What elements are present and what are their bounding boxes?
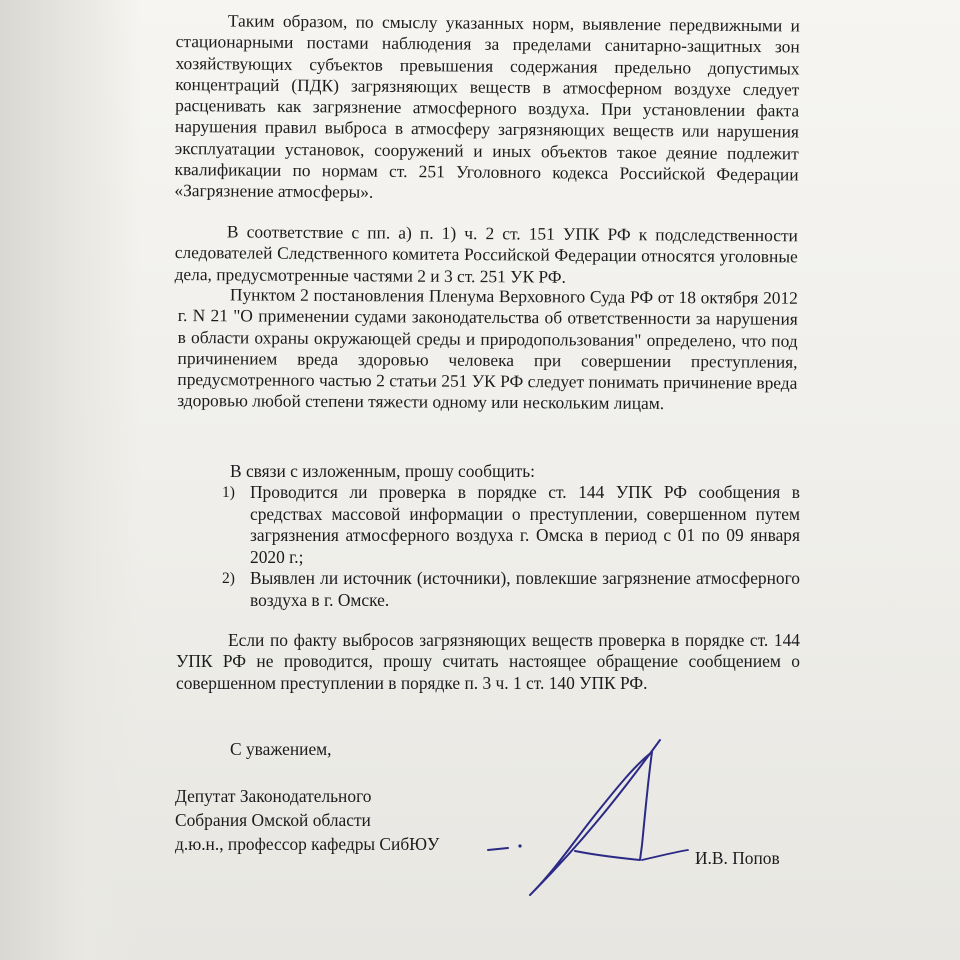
- signature-dot: [518, 844, 521, 847]
- signature-stroke-tail: [642, 850, 688, 860]
- request-list-item-1: [222, 482, 800, 568]
- signatory-block: [175, 784, 439, 856]
- signatory-organization: Собрания Омской области: [175, 810, 371, 830]
- list-item-text: Выявлен ли источник (источники), повлекшие загрязнение атмосферного воздуха в г. Омске.: [250, 568, 800, 610]
- list-item-number: 1): [222, 484, 235, 501]
- signatory-position: Депутат Законодательного: [175, 786, 372, 806]
- signature-dash: [488, 848, 508, 850]
- signatory-degree: д.ю.н., профессор кафедры СибЮУ: [175, 834, 440, 854]
- paragraph-air-pollution-qualification: Таким образом, по смыслу указанных норм, выявление передвижными и стационарными постами наблюдения за пределами санитарно-защитных зон хозяйствующих субъектов превышения содержания предельно допустимых концентраций (ПДК) загрязняющих веществ в атмосферном воздухе следует расценивать как загрязнение атмосферного воздуха. При установлении факта нарушения правил выброса в атмосферу загрязняющих веществ или нарушения эксплуатации установок, сооружений и иных объектов такое деяние подлежит квалификации по нормам ст. 251 Уголовного кодекса Российской Федерации «Загрязнение атмосферы».: [174, 10, 800, 203]
- handwritten-signature: [470, 720, 700, 910]
- request-intro: В связи с изложенным, прошу сообщить:: [230, 461, 536, 481]
- list-item: [222, 568, 800, 611]
- request-list-item-2: [222, 568, 800, 611]
- closing-salutation: С уважением,: [230, 739, 332, 759]
- signatory-name: И.В. Попов: [695, 848, 780, 868]
- paragraph-supreme-court-ruling: Пунктом 2 постановления Пленума Верховного Суда РФ от 18 октября 2012 г. N 21 "О применении судами законодательства об ответственности за нарушения в области охраны окружающей среды и природопользования" определено, что под причинением вреда здоровью человека при совершении преступления, предусмотренного частью 2 статьи 251 УК РФ следует понимать причинение вреда здоровью любой степени тяжести одному или нескольким лицам.: [177, 284, 798, 414]
- list-item-text: Проводится ли проверка в порядке ст. 144 УПК РФ сообщения в средствах массовой информации о преступлении, совершенном путем загрязнения атмосферного воздуха г. Омска в период с 01 по 09 января 2020 г.;: [250, 482, 800, 567]
- list-item-number: 2): [222, 570, 235, 587]
- paragraph-jurisdiction: В соответствие с пп. а) п. 1) ч. 2 ст. 151 УПК РФ к подследственности следователей Следственного комитета Российской Федерации относятся уголовные дела, предусмотренные частями 2 и 3 ст. 251 УК РФ.: [174, 221, 798, 287]
- paragraph-crime-report-request: Если по факту выбросов загрязняющих веществ проверка в порядке ст. 144 УПК РФ не проводится, прошу считать настоящее обращение сообщением о совершенном преступлении в порядке п. 3 ч. 1 ст. 140 УПК РФ.: [176, 630, 800, 693]
- list-item: [222, 482, 800, 568]
- signature-stroke-main: [530, 740, 660, 895]
